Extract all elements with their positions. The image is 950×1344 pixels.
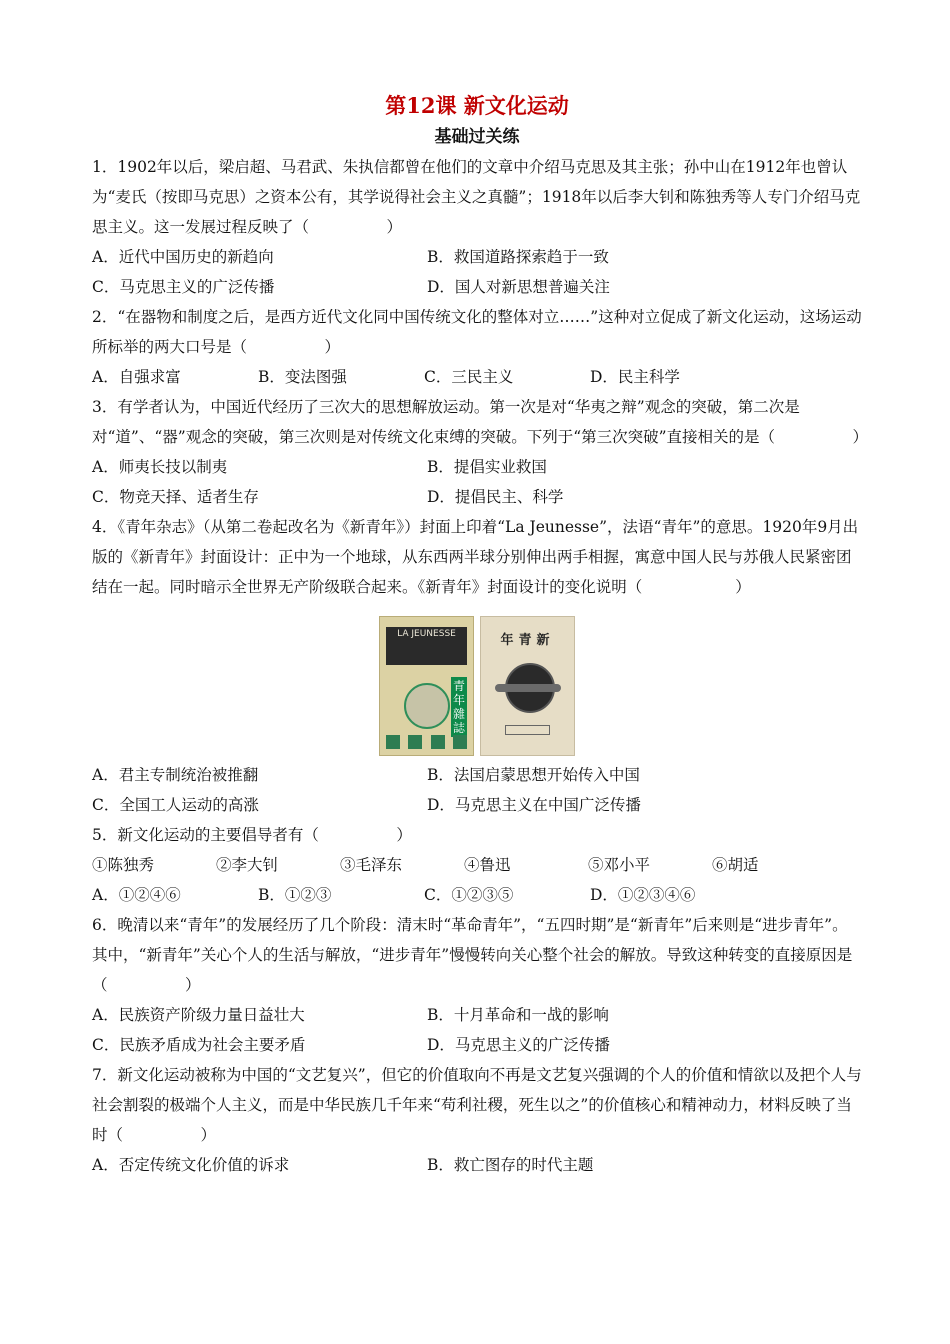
- option-b[interactable]: B．十月革命和一战的影响: [427, 1006, 609, 1024]
- question-5-options: [92, 880, 862, 910]
- person-item: ④鲁迅: [464, 856, 511, 874]
- person-item: ③毛泽东: [340, 856, 403, 874]
- option-a[interactable]: A．自强求富: [92, 368, 181, 386]
- option-b[interactable]: B．提倡实业救国: [427, 458, 547, 476]
- magazine-covers-figure: [92, 616, 862, 756]
- option-a[interactable]: A．否定传统文化价值的诉求: [92, 1156, 290, 1174]
- option-a[interactable]: A．师夷长技以制夷: [92, 458, 228, 476]
- option-b[interactable]: B．①②③: [258, 886, 332, 904]
- question-5-items: [92, 850, 862, 880]
- option-c[interactable]: C．全国工人运动的高涨: [92, 796, 259, 814]
- youth-magazine-cover: [379, 616, 474, 756]
- option-b[interactable]: B．救国道路探索趋于一致: [427, 248, 609, 266]
- option-a[interactable]: A．君主专制统治被推翻: [92, 766, 259, 784]
- question-2-options: [92, 362, 862, 392]
- option-d[interactable]: D．①②③④⑥: [590, 886, 696, 904]
- option-c[interactable]: C．①②③⑤: [424, 886, 514, 904]
- option-b[interactable]: B．变法图强: [258, 368, 347, 386]
- section-subtitle: 基础过关练: [434, 127, 520, 147]
- question-4-options: [92, 760, 862, 820]
- option-a[interactable]: A．①②④⑥: [92, 886, 181, 904]
- question-2-stem: 2．“在器物和制度之后，是西方近代文化同中国传统文化的整体对立……”这种对立促成了新文化运动，这场运动所标举的两大口号是（ ）: [92, 308, 862, 356]
- globe-handshake-icon: [505, 663, 555, 713]
- question-1-options: [92, 242, 862, 302]
- option-a[interactable]: A．民族资产阶级力量日益壮大: [92, 1006, 305, 1024]
- option-c[interactable]: C．三民主义: [424, 368, 514, 386]
- option-d[interactable]: D．马克思主义的广泛传播: [427, 1036, 610, 1054]
- lesson-title: 第12课 新文化运动: [385, 93, 569, 118]
- cover-footer: [386, 735, 467, 749]
- option-d[interactable]: D．马克思主义在中国广泛传播: [427, 796, 641, 814]
- option-b[interactable]: B．救亡图存的时代主题: [427, 1156, 594, 1174]
- new-youth-cover: [480, 616, 575, 756]
- option-c[interactable]: C．物竞天择、适者生存: [92, 488, 259, 506]
- cover-masthead: 年青新: [500, 633, 555, 648]
- cover-masthead: LA JEUNESSE: [386, 627, 467, 665]
- option-a[interactable]: A．近代中国历史的新趋向: [92, 248, 274, 266]
- question-7-stem: 7．新文化运动被称为中国的“文艺复兴”，但它的价值取向不再是文艺复兴强调的个人的价值和情欲以及把个人与社会割裂的极端个人主义，而是中华民族几千年来“苟利社稷，死生以之”的价值核心和精神动力，材料反映了当时（ ）: [92, 1066, 862, 1144]
- question-5-stem: 5．新文化运动的主要倡导者有（ ）: [92, 826, 412, 844]
- person-item: ①陈独秀: [92, 856, 155, 874]
- question-6-stem: 6．晚清以来“青年”的发展经历了几个阶段：清末时“革命青年”，“五四时期”是“新青年”后来则是“进步青年”。其中，“新青年”关心个人的生活与解放，“进步青年”慢慢转向关心整个社会的解放。导致这种转变的直接原因是（ ）: [92, 916, 853, 994]
- person-item: ②李大钊: [216, 856, 279, 874]
- cover-vertical-title: 青年雜誌: [452, 679, 465, 735]
- question-3-options: [92, 452, 862, 512]
- question-3-stem: 3．有学者认为，中国近代经历了三次大的思想解放运动。第一次是对“华夷之辩”观念的突破，第二次是对“道”、“器”观念的突破，第三次则是对传统文化束缚的突破。下列于“第三次突破”直接相关的是（ ）: [92, 398, 869, 446]
- option-d[interactable]: D．民主科学: [590, 368, 680, 386]
- question-6-options: [92, 1000, 862, 1060]
- person-item: ⑤邓小平: [588, 856, 651, 874]
- option-c[interactable]: C．民族矛盾成为社会主要矛盾: [92, 1036, 306, 1054]
- cover-footer: [505, 725, 550, 735]
- question-1-stem: 1．1902年以后，梁启超、马君武、朱执信都曾在他们的文章中介绍马克思及其主张；孙中山在1912年也曾认为“麦氏（按即马克思）之资本公有，其学说得社会主义之真髓”；1918年以后李大钊和陈独秀等人专门介绍马克思主义。这一发展过程反映了（ ）: [92, 158, 861, 236]
- option-d[interactable]: D．国人对新思想普遍关注: [427, 278, 610, 296]
- option-c[interactable]: C．马克思主义的广泛传播: [92, 278, 275, 296]
- option-d[interactable]: D．提倡民主、科学: [427, 488, 564, 506]
- question-7-options: [92, 1150, 862, 1180]
- portrait-icon: [404, 683, 450, 729]
- person-item: ⑥胡适: [712, 856, 759, 874]
- option-b[interactable]: B．法国启蒙思想开始传入中国: [427, 766, 640, 784]
- worksheet-page: [92, 92, 869, 1180]
- question-4-stem: 4．《青年杂志》（从第二卷起改名为《新青年》）封面上印着“La Jeunesse”，法语“青年”的意思。1920年9月出版的《新青年》封面设计：正中为一个地球，从东西两半球分别伸出两手相握，寓意中国人民与苏俄人民紧密团结在一起。同时暗示全世界无产阶级联合起来。《新青年》封面设计的变化说明（ ）: [92, 518, 859, 596]
